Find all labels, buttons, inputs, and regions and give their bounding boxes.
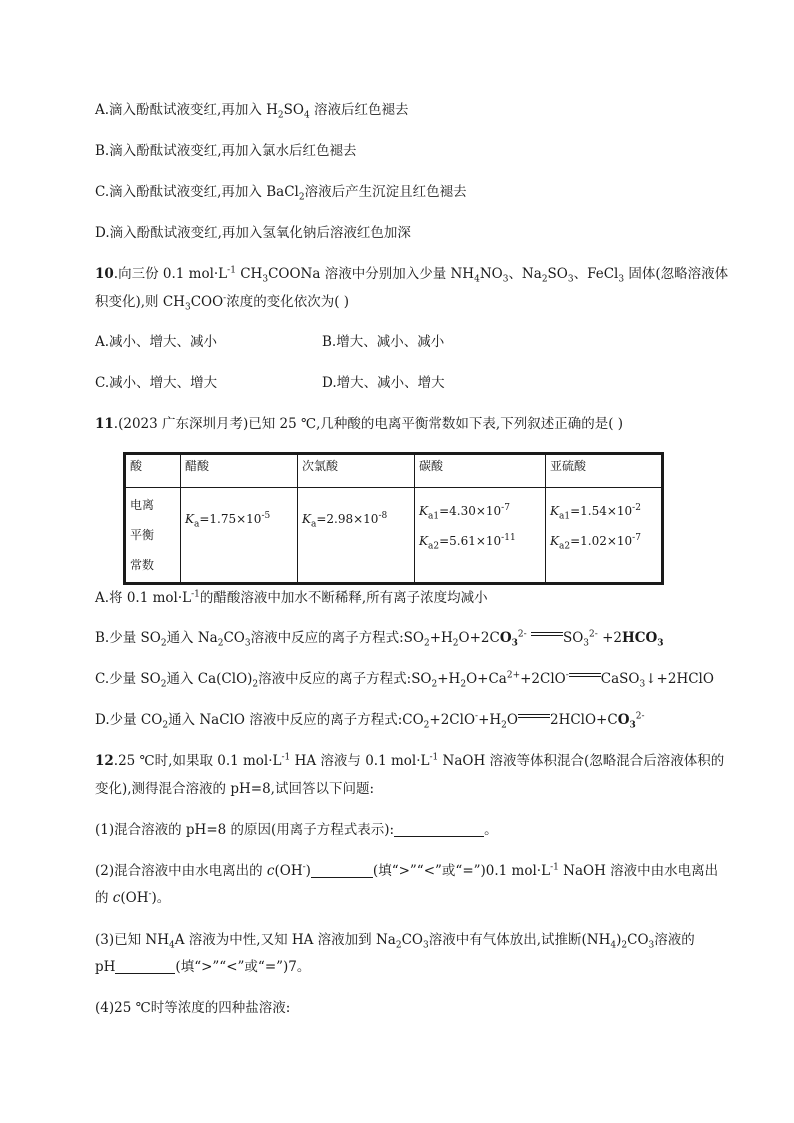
q12-part2-line1: (2)混合溶液中由水电离出的 c(OH-) (填“>”“<”或“=”)0.1 $mol\cdot L^{-1}$ NaOH 溶液中由水电离出 <box>95 862 719 879</box>
q9-option-d: D.滴入酚酞试液变红,再加入氢氧化钠后溶液红色加深 <box>95 225 411 241</box>
q11-option-a: A.将 0.1 $mol\cdot L^{-1}$的醋酸溶液中加水不断稀释,所有离子浓度均减小 <box>95 589 488 606</box>
q11-option-c: C.少量 $SO_2$通入 $Ca(ClO)_2$溶液中反应的离子方程式$:SO_2+H_2O+Ca^{2+}+2ClO^-$ CaSO$_3$↓+2HClO <box>95 670 714 690</box>
table-header-row <box>125 454 663 488</box>
q12-part4: (4)25 ℃时等浓度的四种盐溶液: <box>95 1000 291 1016</box>
q12-stem-line1: 12.25 ℃时,如果取 0.1 $mol\cdot L^{-1}$ HA 溶液与 0.1 $mol\cdot L^{-1}$ NaOH 溶液等体积混合(忽略混合后溶液体积的 <box>95 752 725 769</box>
equals-sign <box>531 630 563 640</box>
q10-option-c: C.减小、增大、增大 <box>95 375 218 391</box>
table-row <box>125 488 663 584</box>
answer-blank-3[interactable] <box>115 959 175 974</box>
equals-sign <box>569 671 601 681</box>
q10-option-d: D.增大、减小、增大 <box>322 375 445 391</box>
table-header-hclo: 次氯酸 <box>298 454 415 488</box>
q9-option-c: C.滴入酚酞试液变红,再加入 BaCl$_2$溶液后产生沉淀且红色褪去 <box>95 184 467 203</box>
cell-carbonic: $K_{a1}=4.30\times 10^{-7}$ $K_{a2}=5.61\times 10^{-11}$ <box>415 488 546 584</box>
table-row-label: 电离 平衡 常数 <box>125 488 181 584</box>
q9-option-a: A.滴入酚酞试液变红,再加入 $H_2SO_4$ 溶液后红色褪去 <box>95 102 409 121</box>
q11-stem: 11.(2023 广东深圳月考)已知 25 ℃,几种酸的电离平衡常数如下表,下列叙述正确的是( ) <box>95 416 624 432</box>
equals-sign <box>518 712 550 722</box>
q10-option-b: B.增大、减小、减小 <box>322 334 445 350</box>
q12-stem-line2: 变化),测得混合溶液的 pH=8,试回答以下问题: <box>95 781 375 797</box>
q12-part2-line2: 的 c(OH-)。 <box>95 889 171 906</box>
table-header-carbonic: 碳酸 <box>415 454 546 488</box>
q9-option-b: B.滴入酚酞试液变红,再加入氯水后红色褪去 <box>95 143 357 159</box>
q12-part3-line1: (3)已知 $NH_4A$ 溶液为中性,又知 HA 溶液加到 $Na_2CO_3$溶液中有气体放出,试推断$(NH_4)_2CO_3$溶液的 <box>95 932 695 951</box>
q10-stem-line2: 积变化),则 $CH_3COO^-$浓度的变化依次为( ) <box>95 293 350 313</box>
q11-option-b: B.少量 $SO_2$通入 $Na_2CO_3$溶液中反应的离子方程式$:SO_2+H_2O+2CO_3^{2-}$ $SO_3^{2-} +2HCO_3$ <box>95 629 664 649</box>
answer-blank-1[interactable] <box>394 822 484 837</box>
table-header-acetic: 醋酸 <box>181 454 298 488</box>
answer-blank-2[interactable] <box>311 863 373 878</box>
table-header-acid: 酸 <box>125 454 181 488</box>
cell-acetic: $K_a=1.75\times 10^{-5}$ <box>181 488 298 584</box>
q10-option-a: A.减小、增大、减小 <box>95 334 218 350</box>
q12-part3-line2: pH (填“>”“<”或“=”)7。 <box>95 959 311 975</box>
table-header-sulfurous: 亚硫酸 <box>546 454 663 488</box>
q10-stem-line1: 10.向三份 0.1 $mol\cdot L^{-1}$ $CH_3COONa$ 溶液中分别加入少量 $NH_4NO_3$、$Na_2SO_3$、FeCl$_3$ 固体(忽略溶液体 <box>95 265 729 285</box>
cell-sulfurous: $K_{a1}=1.54\times 10^{-2}$ $K_{a2}=1.02\times 10^{-7}$ <box>546 488 663 584</box>
cell-hclo: $K_a=2.98\times 10^{-8}$ <box>298 488 415 584</box>
q11-option-d: D.少量 $CO_2$通入 NaClO 溶液中反应的离子方程式$:CO_2+2ClO^-+H_2O$ $2HClO+CO_3^{2-}$ <box>95 711 645 731</box>
ionization-constant-table <box>123 452 664 585</box>
q12-part1: (1)混合溶液的 pH=8 的原因(用离子方程式表示): 。 <box>95 822 498 838</box>
